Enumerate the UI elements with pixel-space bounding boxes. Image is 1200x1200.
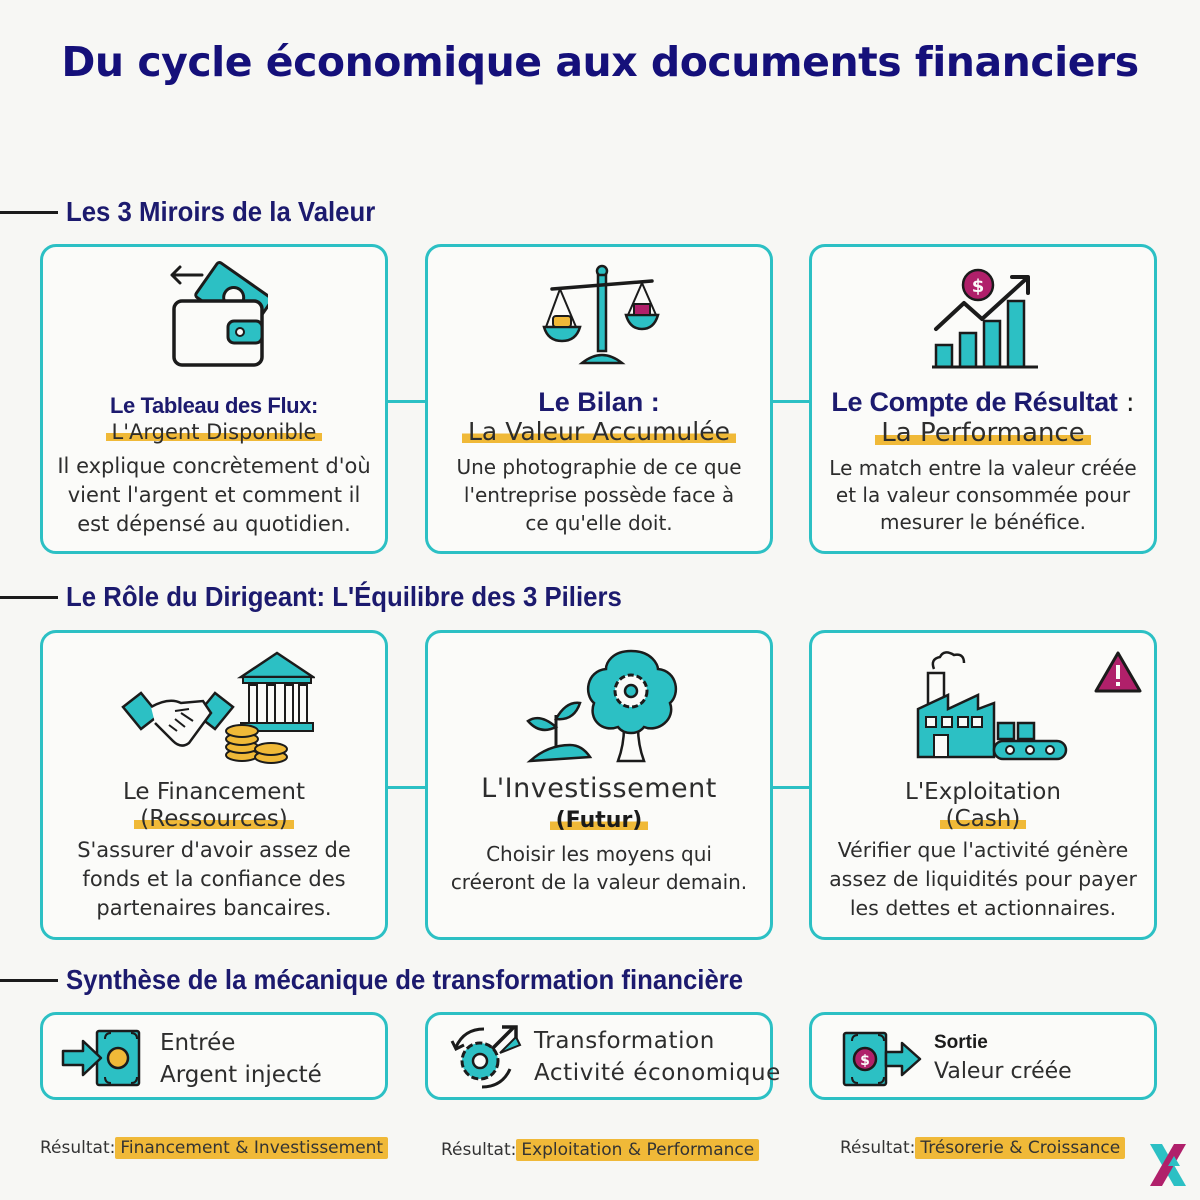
result-label: Résultat: <box>40 1138 116 1158</box>
result-sortie <box>840 1138 1125 1158</box>
flow-card-transformation <box>425 1012 781 1100</box>
card-desc-line: Le match entre la valeur créée <box>829 456 1137 480</box>
connector <box>388 400 428 403</box>
card-desc-line: Il explique concrètement d'où <box>57 454 371 478</box>
flow-label: Entrée <box>160 1030 236 1056</box>
result-label: Résultat: <box>840 1138 916 1158</box>
card-subtitle: (Futur) <box>550 809 649 832</box>
card-title: Le Financement <box>122 779 305 805</box>
flow-label: Sortie <box>934 1032 988 1053</box>
card-desc-line: et la valeur consommée pour <box>835 483 1131 507</box>
card-desc-line: assez de liquidités pour payer <box>829 867 1137 891</box>
card-desc-line: est dépensé au quotidien. <box>77 512 351 536</box>
connector <box>388 786 428 789</box>
card-desc-line: S'assurer d'avoir assez de <box>77 838 351 862</box>
connector <box>772 400 812 403</box>
gear-cycle-icon <box>442 1023 524 1093</box>
svg-text:$: $ <box>971 276 985 297</box>
growth-chart-icon <box>930 267 1042 371</box>
section-heading-text: Les 3 Miroirs de la Valeur <box>66 196 376 227</box>
result-label: Résultat: <box>441 1140 517 1160</box>
card-title: Le Compte de Résultat <box>831 387 1118 417</box>
card-desc-line: Vérifier que l'activité génère <box>837 838 1129 862</box>
card-investissement <box>425 630 773 940</box>
brand-logo-icon <box>1146 1140 1190 1192</box>
result-transformation <box>441 1140 759 1160</box>
card-title: L'Exploitation <box>905 779 1061 805</box>
flow-label: Transformation <box>534 1028 715 1054</box>
result-entree <box>40 1138 388 1158</box>
money-in-icon <box>61 1027 143 1089</box>
section-heading-text: Le Rôle du Dirigeant: L'Équilibre des 3 Piliers <box>66 581 622 612</box>
card-tableau-des-flux <box>40 244 388 554</box>
card-desc-line: partenaires bancaires. <box>96 896 332 920</box>
money-out-icon <box>840 1029 924 1089</box>
flow-value: Valeur créée <box>934 1059 1072 1084</box>
card-desc-line: l'entreprise possède face à <box>463 483 735 507</box>
card-desc-line: mesurer le bénéfice. <box>879 510 1086 534</box>
section-heading-dirigeant <box>0 577 670 617</box>
section-heading-synthese <box>0 960 802 1000</box>
card-title: Le Bilan : <box>538 387 660 417</box>
card-subtitle: (Ressources) <box>134 807 293 831</box>
svg-text:$: $ <box>860 1053 870 1069</box>
connector <box>772 786 812 789</box>
card-desc-line: fonds et la confiance des <box>82 867 346 891</box>
card-title: Le Tableau des Flux: <box>110 393 318 418</box>
result-tag: Exploitation & Performance <box>516 1139 759 1161</box>
heading-rule <box>0 979 58 982</box>
page-title: Du cycle économique aux documents financiers <box>61 38 1139 86</box>
flow-value: Activité économique <box>534 1060 781 1086</box>
wallet-cash-icon <box>168 261 268 371</box>
card-title-suffix: : <box>1117 388 1135 418</box>
warning-icon <box>1092 649 1144 695</box>
card-compte-de-resultat <box>809 244 1157 554</box>
heading-rule <box>0 596 58 599</box>
result-tag: Financement & Investissement <box>115 1137 388 1159</box>
card-desc-line: les dettes et actionnaires. <box>849 896 1117 920</box>
heading-rule <box>0 211 58 214</box>
card-desc-line: Choisir les moyens qui <box>486 842 712 866</box>
card-subtitle: (Cash) <box>940 807 1027 831</box>
handshake-bank-icon <box>119 649 315 767</box>
card-exploitation <box>809 630 1157 940</box>
card-desc-line: créeront de la valeur demain. <box>450 870 748 894</box>
section-heading-text: Synthèse de la mécanique de transformation financière <box>66 964 744 995</box>
flow-card-sortie <box>809 1012 1157 1100</box>
card-subtitle: La Valeur Accumulée <box>462 419 736 445</box>
flow-value: Argent injecté <box>160 1062 322 1088</box>
card-subtitle: La Performance <box>875 420 1090 447</box>
card-desc-line: ce qu'elle doit. <box>525 511 673 535</box>
factory-icon <box>914 649 1068 761</box>
card-financement <box>40 630 388 940</box>
card-desc-line: vient l'argent et comment il <box>67 483 361 507</box>
result-tag: Trésorerie & Croissance <box>915 1137 1125 1159</box>
tree-gear-icon <box>520 649 684 763</box>
section-heading-mirrors <box>0 192 402 232</box>
card-desc-line: Une photographie de ce que <box>456 455 742 479</box>
card-bilan <box>425 244 773 554</box>
flow-card-entree <box>40 1012 388 1100</box>
card-subtitle: L'Argent Disponible <box>106 421 323 443</box>
balance-scale-icon <box>542 263 662 371</box>
card-title: L'Investissement <box>481 773 717 804</box>
